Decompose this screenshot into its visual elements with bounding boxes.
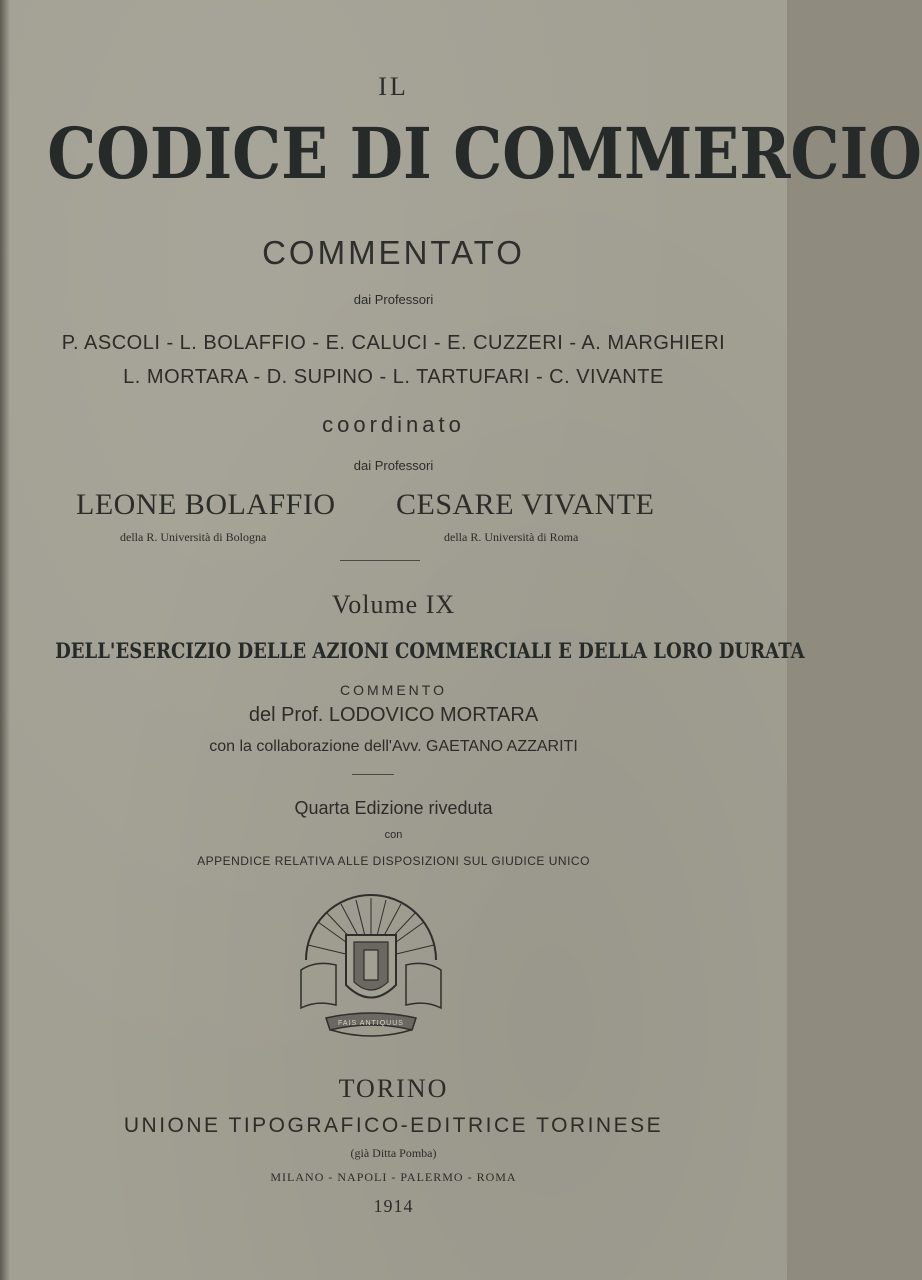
title-article: IL <box>378 72 409 101</box>
commentary-author: del Prof. LODOVICO MORTARA <box>248 704 539 726</box>
editor-affiliation-2: della R. Università di Roma <box>444 530 579 544</box>
divider-rule-short <box>352 774 394 775</box>
publisher-emblem-icon <box>296 890 446 1050</box>
editor-name-1: LEONE BOLAFFIO <box>76 488 336 521</box>
collaboration-line: con la collaborazione dell'Avv. GAETANO AZZARITI <box>209 738 578 755</box>
main-title: CODICE DI COMMERCIO <box>47 112 922 195</box>
authors-line-2: L. MORTARA - D. SUPINO - L. TARTUFARI - C. VIVANTE <box>123 366 664 388</box>
branch-cities: MILANO - NAPOLI - PALERMO - ROMA <box>270 1170 517 1184</box>
appendix-line: APPENDICE RELATIVA ALLE DISPOSIZIONI SUL GIUDICE UNICO <box>197 854 590 868</box>
publication-city: TORINO <box>338 1074 449 1103</box>
title-subtitle: COMMENTATO <box>262 234 525 271</box>
editor-name-2: CESARE VIVANTE <box>396 488 655 521</box>
publisher-name: UNIONE TIPOGRAFICO-EDITRICE TORINESE <box>123 1114 664 1137</box>
volume-subject: DELL'ESERCIZIO DELLE AZIONI COMMERCIALI E DELLA LORO DURATA <box>55 638 805 663</box>
with-label: con <box>384 829 403 841</box>
emblem-motto: FAIS ANTIQUUS <box>338 1020 404 1027</box>
editor-affiliation-1: della R. Università di Bologna <box>120 530 267 544</box>
coordinated-label: coordinato <box>322 412 465 437</box>
editors-intro: dai Professori <box>353 458 434 473</box>
authors-intro: dai Professori <box>353 292 434 307</box>
edition-line: Quarta Edizione riveduta <box>294 798 493 818</box>
commentary-label: COMMENTO <box>340 682 447 698</box>
volume-number: Volume IX <box>331 590 456 619</box>
authors-line-1: P. ASCOLI - L. BOLAFFIO - E. CALUCI - E. CUZZERI - A. MARGHIERI <box>61 332 726 354</box>
divider-rule <box>340 560 420 561</box>
publication-year: 1914 <box>373 1196 414 1216</box>
publisher-former-name: (già Ditta Pomba) <box>350 1146 437 1160</box>
